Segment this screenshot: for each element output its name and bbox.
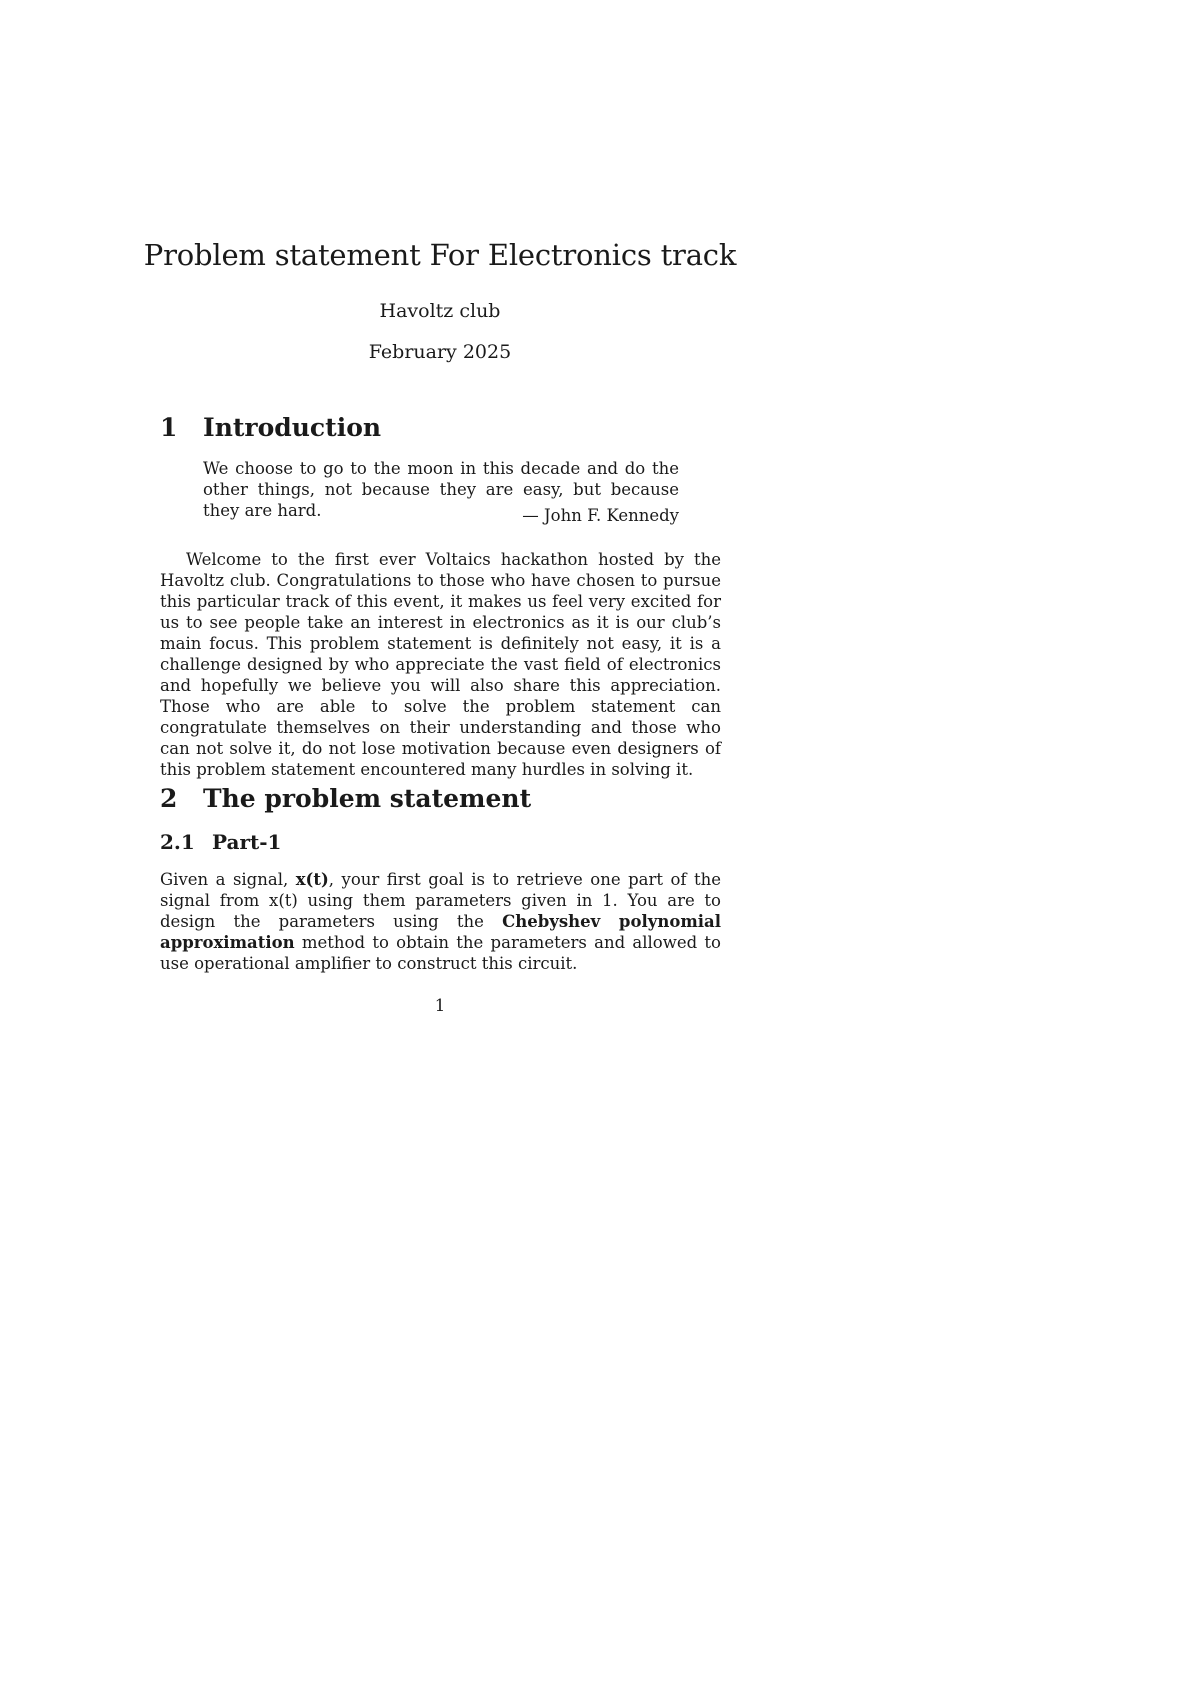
section-number: 1 bbox=[160, 413, 178, 442]
subsection-number: 2.1 bbox=[160, 830, 195, 854]
epigraph-attribution: — John F. Kennedy bbox=[522, 506, 679, 525]
section-title: The problem statement bbox=[203, 784, 532, 813]
paragraph-text: , your first goal is to retrieve one part of the signal from x(t) using them parameters given in 1. You are to design the parameters using the bbox=[160, 870, 721, 931]
epigraph-quote: We choose to go to the moon in this decade and do the other things, not because they are easy, but because they are hard. bbox=[203, 459, 679, 520]
paragraph-text: method to obtain the parameters and allowed to use operational amplifier to construct this circuit. bbox=[160, 933, 721, 973]
section-heading-introduction bbox=[160, 413, 381, 442]
section-number: 2 bbox=[160, 784, 178, 813]
page-number: 1 bbox=[434, 996, 446, 1015]
introduction-paragraph: Welcome to the first ever Voltaics hackathon hosted by the Havoltz club. Congratulations to those who have chosen to pursue this particular track of this event, it makes us feel very excited for us to see people take an interest in electronics as it is our club’s main focus. This problem statement is definitely not easy, it is a challenge designed by who appreciate the vast field of electronics and hopefully we believe you will also share this appreciation. Those who are able to solve the problem statement can congratulate themselves on their understanding and those who can not solve it, do not lose motivation because even designers of this problem statement encountered many hurdles in solving it. bbox=[160, 550, 721, 779]
section-title: Introduction bbox=[203, 413, 382, 442]
paragraph-text: Given a signal, bbox=[160, 870, 296, 889]
part-1-paragraph bbox=[160, 869, 721, 974]
subsection-title: Part-1 bbox=[212, 830, 282, 854]
method-name: Chebyshev polynomial approximation bbox=[160, 912, 722, 952]
signal-symbol: x(t) bbox=[295, 870, 329, 889]
document-date: February 2025 bbox=[368, 341, 512, 363]
subsection-heading-part-1 bbox=[160, 830, 281, 854]
document-author: Havoltz club bbox=[379, 300, 501, 322]
section-heading-problem-statement bbox=[160, 784, 531, 813]
document-title: Problem statement For Electronics track bbox=[143, 238, 737, 272]
